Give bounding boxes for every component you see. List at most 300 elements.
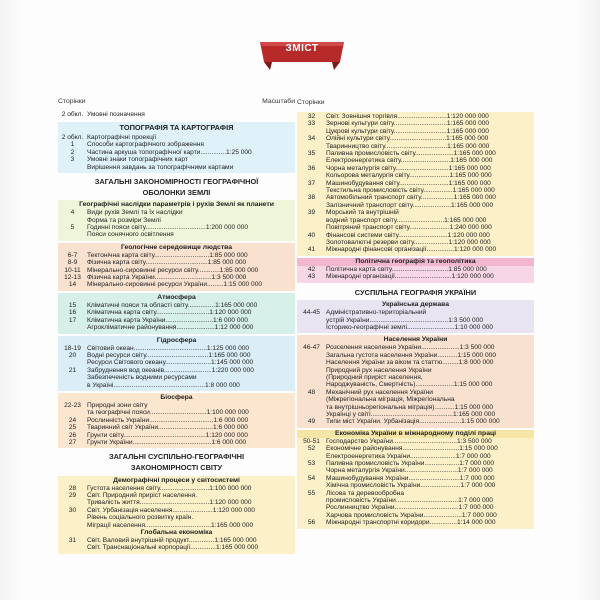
entry-list: [58, 252, 295, 289]
entry-title: Загальна густота населення України...........1:15 000 000: [326, 351, 497, 359]
page-number: 30: [68, 506, 77, 514]
contents-entry: [297, 128, 534, 135]
entry-title: Лісова та деревообробна: [326, 489, 405, 497]
entry-title: Машинобудування світу...........................1:165 000 000: [326, 179, 491, 187]
geology-section: [58, 243, 295, 291]
entry-title: Паливна промисловість України...................1:7 000 000: [326, 460, 495, 468]
page-number: 4: [70, 209, 75, 217]
entry-title: Золотовалютні резерви світу...................1:120 000 000: [326, 238, 491, 246]
contents-entry: [58, 507, 295, 514]
entry-title: Світовий океан........................................1:125 000 000: [87, 344, 250, 352]
contents-entry: [297, 359, 534, 366]
contents-entry: [297, 404, 534, 411]
entry-title: Забезпеченість водними ресурсами: [87, 374, 197, 382]
contents-entry: [58, 499, 295, 506]
contents-entry: [297, 180, 534, 187]
subsection-title: Демографічні процеси у світосистемі: [113, 476, 240, 484]
subsection-title: Економіка України в міжнародному поділі праці: [297, 430, 534, 438]
entry-title: Господарство України...................................1:3 500 000: [326, 437, 492, 445]
entry-title: та внутрішньорегіональна міграція)...........1:15 000 000: [326, 403, 494, 411]
page-number: 56: [307, 519, 316, 527]
contents-entry: [58, 231, 295, 238]
contents-badge: [256, 34, 348, 72]
contents-entry: [58, 345, 295, 352]
entry-title: Умовні знаки топографічних карт: [87, 156, 188, 164]
world-economy-section: [297, 112, 534, 256]
entry-title: Міжнародні фінансові організації...............1:120 000 000: [326, 246, 497, 254]
contents-entry: [297, 217, 534, 224]
page-number: [297, 453, 326, 460]
entry-title: Розселення населення України.....................1:3 500 000: [326, 344, 495, 352]
page-number: 33: [307, 120, 316, 128]
entry-list: [58, 537, 295, 552]
contents-entry: [297, 143, 534, 150]
page-number: 3: [70, 156, 75, 164]
contents-entry: [58, 281, 295, 288]
intro-section: [58, 110, 295, 120]
contents-entry: [58, 352, 295, 359]
entry-title: Політична карта світу...............................1:85 000 000: [326, 265, 487, 273]
entry-title: Механічний рух населення України: [326, 388, 433, 396]
entry-title: Рослинність України...................................1:6 000 000: [87, 416, 249, 424]
contents-entry: [58, 409, 295, 416]
page-number: 2 обкл.: [61, 111, 84, 118]
entry-title: Залізничний транспорт світу.....................1:165 000 000: [326, 201, 494, 209]
page-number: 50-51: [303, 437, 320, 445]
contents-entry: [58, 141, 295, 148]
left-column-header: [58, 98, 295, 108]
entry-title: Міграції населення....................................1:165 000 000: [87, 521, 254, 529]
entry-title: Населення України за віком та статтю.........1:8 000 000: [326, 359, 494, 367]
page-number: [297, 381, 326, 388]
page-number: 18-19: [64, 344, 81, 352]
contents-entry: [297, 460, 534, 467]
page-number: [58, 409, 87, 416]
entry-title: водний транспорт світу..........................1:165 000 000: [326, 216, 487, 224]
contents-entry: [58, 156, 295, 163]
contents-right-column: [297, 99, 534, 529]
contents-entry: [58, 309, 295, 316]
entry-title: Тваринництво світу..................................1:165 000 000: [326, 142, 490, 150]
entry-title: Економічне районування...............................1:15 000 000: [326, 445, 498, 453]
subsection-title: Глобальна економіка: [140, 529, 213, 536]
contents-entry: [297, 475, 534, 482]
page-number: 16: [68, 309, 77, 317]
contents-entry: [297, 352, 534, 359]
subsection-title: Географічні наслідки параметрів і рухів Землі як планети: [79, 201, 274, 209]
contents-entry: [58, 164, 295, 171]
page-number: 6-7: [67, 251, 78, 259]
contents-entry: [297, 317, 534, 324]
entry-title: Світ. Зовнішня торгівля...........................1:120 000 000: [326, 113, 489, 120]
entry-title: Тваринний світ України..............................1:6 000 000: [87, 424, 248, 432]
entry-list: [297, 438, 534, 527]
entry-title: Агрокліматичне районування.....................1:12 000 000: [87, 324, 254, 332]
contents-entry: [58, 544, 295, 551]
page-number: 46-47: [303, 344, 320, 352]
contents-entry: [297, 445, 534, 452]
entry-title: Мінерально-сировинні ресурси України.........1:15 000 000: [87, 281, 263, 289]
contents-entry: [58, 424, 295, 431]
page-number: [58, 374, 87, 381]
contents-entry: [297, 157, 534, 164]
section-title: ЗАКОНОМІРНОСТІ СВІТУ: [130, 462, 223, 472]
entry-title: Ґрунти України...........................................1:6 000 000: [87, 438, 247, 446]
entry-list: [58, 302, 295, 332]
contents-entry: [297, 381, 534, 388]
pages-header: Сторінки: [297, 99, 325, 106]
entry-title: Світ. Природний приріст населення.: [87, 491, 198, 499]
contents-entry: [58, 402, 295, 409]
contents-entry: [297, 172, 534, 179]
page-number: [297, 202, 326, 209]
page-number: [297, 324, 326, 331]
entry-title: Водні ресурси світу..................................1:165 000 000: [87, 351, 251, 359]
entry-title: Фізична карта світу..................................1:85 000 000: [87, 259, 247, 267]
page-number: [297, 504, 326, 511]
entry-title: Годинні пояси світу.................................1:200 000 000: [87, 224, 248, 232]
entry-title: Електроенергетика світу...........................1:165 000 000: [326, 157, 493, 165]
entry-list: [58, 402, 295, 446]
entry-title: Світ. Урбанізація населення......................1:120 000 000: [87, 506, 255, 514]
contents-entry: [297, 389, 534, 396]
entry-title: Кольорова металургія світу......................1:165 000 000: [326, 172, 492, 180]
page-number: 22-23: [64, 401, 81, 409]
contents-entry: [297, 266, 534, 273]
page-number: 44-45: [303, 309, 320, 317]
page-number: [297, 239, 326, 246]
page-number: 24: [68, 416, 77, 424]
contents-entry: [58, 382, 295, 389]
page-number: [297, 467, 326, 474]
contents-entry: [58, 267, 295, 274]
entry-title: Історико-географічні землі..........................1:10 000 000: [326, 323, 494, 331]
entry-title: Машинобудування України............................1:7 000 000: [326, 474, 495, 482]
contents-entry: [297, 309, 534, 316]
entry-title: Зернові культури світу.............................1:165 000 000: [326, 120, 490, 128]
entry-title: та географічні пояси...............................1:100 000 000: [87, 409, 249, 417]
contents-entry: [58, 259, 295, 266]
contents-entry: [297, 150, 534, 157]
contents-entry: [297, 418, 534, 425]
entry-title: Чорна металургія України.............................1:7 000 000: [326, 467, 493, 475]
ukraine-population-section: [297, 335, 534, 427]
entry-list: [297, 113, 534, 254]
contents-entry: [58, 367, 295, 374]
contents-entry: [297, 324, 534, 331]
contents-entry: [297, 246, 534, 253]
page-number: [297, 359, 326, 366]
contents-entry: [58, 374, 295, 381]
page-number: [297, 404, 326, 411]
page-number: 27: [68, 438, 77, 446]
subsection-title: Гідросфера: [156, 336, 197, 344]
contents-entry: [58, 317, 295, 324]
entry-title: Тектонічна карта світу..............................1:85 000 000: [87, 251, 248, 259]
ukraine-state-section: [297, 300, 534, 333]
entry-title: (Природний приріст населення,: [326, 373, 423, 381]
hydrosphere-section: [58, 336, 295, 391]
page-number: 32: [307, 113, 316, 120]
entry-title: Харчова промисловість України.....................1:7 000 000: [326, 511, 497, 519]
contents-entry: [297, 490, 534, 497]
entry-title: в Україні..................................................1:8 000 000: [87, 381, 240, 389]
contents-entry: [297, 239, 534, 246]
entry-title: Забруднення вод океанів..........................1:220 000 000: [87, 366, 254, 374]
page-number: 26: [68, 431, 77, 439]
contents-entry: [297, 411, 534, 418]
contents-entry: [58, 324, 295, 331]
subsection-title: Біосфера: [160, 393, 193, 401]
entry-title: Фізична карта України...............................1:3 500 000: [87, 274, 247, 282]
contents-entry: [58, 439, 295, 446]
ukraine-economy-section: [297, 430, 534, 529]
entry-title: Умовні позначення: [87, 111, 145, 118]
contents-entry: [58, 302, 295, 309]
contents-entry: [58, 252, 295, 259]
page-number: 28: [68, 484, 77, 492]
page-number: 21: [68, 366, 77, 374]
entry-title: Густота населення світу...........................1:100 000 000: [87, 484, 252, 492]
entry-list: [58, 345, 295, 389]
entry-title: устрій України...........................................1:3 500 000: [326, 316, 484, 324]
page-number: [58, 164, 87, 171]
entry-title: Кліматичні пояси та області світу...............1:165 000 000: [87, 301, 258, 309]
page-number: 17: [68, 316, 77, 324]
section-title: ЗАГАЛЬНІ ЗАКОНОМІРНОСТІ ГЕОГРАФІЧНОЇ: [94, 177, 259, 187]
entry-title: Фінансові системи світу...........................1:120 000 000: [326, 231, 490, 239]
contents-entry: [297, 224, 534, 231]
page-number: 15: [68, 301, 77, 309]
page-number: 20: [68, 351, 77, 359]
subsection-title: Населення України: [383, 336, 448, 344]
entry-title: Морський та внутрішній: [326, 209, 399, 217]
page-number: 40: [307, 231, 316, 239]
page-number: 38: [307, 194, 316, 202]
entry-list: [297, 266, 534, 281]
page-number: 39: [307, 209, 316, 217]
entry-title: Паливна промисловість світу.....................1:165 000 000: [326, 150, 496, 158]
contents-entry: [297, 113, 534, 120]
contents-entry: [58, 359, 295, 366]
entry-title: Світ. Валовий внутрішній продукт..............1:165 000 000: [87, 537, 257, 544]
page-number: 1: [70, 141, 75, 149]
contents-entry: [58, 492, 295, 499]
entry-title: Форма та розміри Землі: [87, 216, 161, 224]
contents-entry: [297, 519, 534, 526]
page-number: [297, 482, 326, 489]
page-number: [297, 217, 326, 224]
page-number: 55: [307, 489, 316, 497]
entry-title: Кліматична карта України..........................1:6 000 000: [87, 316, 248, 324]
page-number: [58, 522, 87, 529]
contents-entry: [297, 482, 534, 489]
entry-title: (Міжрегіональна міграція, Міжрегіональна: [326, 396, 455, 404]
contents-entry: [297, 396, 534, 403]
entry-list: [58, 134, 295, 171]
contents-entry: [297, 232, 534, 239]
page-number: [297, 224, 326, 231]
entry-title: Кліматична карта світу.............................1:120 000 000: [87, 309, 252, 317]
entry-title: Вирішення завдань за топографічними картами: [87, 163, 234, 171]
entry-title: Природний рух населення України: [326, 366, 432, 374]
page-number: [297, 317, 326, 324]
contents-entry: [297, 438, 534, 445]
page-number: [58, 359, 87, 366]
contents-entry: [297, 512, 534, 519]
page-number: [297, 352, 326, 359]
page-number: 54: [307, 474, 316, 482]
entry-title: Типи міст України. Урбанізація.......................1:15 000 000: [326, 418, 500, 426]
contents-entry: [58, 224, 295, 231]
section-title: ТОПОГРАФІЯ ТА КАРТОГРАФІЯ: [119, 123, 234, 133]
page-number: 36: [307, 164, 316, 172]
contents-entry: [58, 111, 295, 118]
page-number: [297, 187, 326, 194]
entry-title: Частина аркуша топографічної карти..............1:25 000: [87, 148, 252, 156]
entry-title: Міжнародні транспортні коридори...............1:14 000 000: [326, 519, 496, 527]
contents-entry: [58, 514, 295, 521]
subsection-title: Українська держава: [381, 301, 450, 309]
page-number: 53: [307, 460, 316, 468]
scales-header: Масштаби: [262, 98, 295, 105]
earth-motion-section: [58, 200, 295, 241]
contents-entry: [297, 273, 534, 280]
page-number: 2: [70, 148, 75, 156]
contents-entry: [58, 432, 295, 439]
contents-entry: [297, 467, 534, 474]
entry-title: Чорна металургія світу.............................1:165 000 000: [326, 164, 491, 172]
contents-left-column: [58, 98, 295, 554]
contents-entry: [297, 367, 534, 374]
biosphere-section: [58, 393, 295, 448]
entry-title: Автомобільний транспорт світу..................1:165 000 000: [326, 194, 496, 202]
contents-entry: [297, 504, 534, 511]
entry-title: Природні зони світу: [87, 401, 148, 409]
entry-title: Хімічна промисловість України......................1:7 000 000: [326, 482, 496, 490]
contents-entry: [297, 135, 534, 142]
subsection-title: Атмосфера: [157, 293, 196, 301]
page-number: 42: [307, 265, 316, 273]
page-number: [297, 396, 326, 403]
entry-title: Види рухів Землі та їх наслідки: [87, 209, 183, 217]
section-title: ОБОЛОНКИ ЗЕМЛІ: [142, 187, 211, 197]
entry-title: Рослинництво України...................................1:7 000 000: [326, 504, 494, 512]
page-number: 5: [70, 224, 75, 232]
page-number: 34: [307, 135, 316, 143]
page-number: [58, 499, 87, 506]
entry-title: Повітряний транспорт світу......................1:240 000 000: [326, 224, 492, 232]
entry-title: Адміністративно-територіальний: [326, 309, 427, 317]
contents-entry: [58, 522, 295, 529]
entry-title: Рівень соціального розвитку країн.: [87, 514, 194, 522]
page-number: 29: [68, 491, 77, 499]
contents-entry: [297, 374, 534, 381]
subsection-title: Геологічне середовище людства: [120, 243, 233, 251]
pages-header: Сторінки: [58, 98, 86, 105]
page-number: [297, 411, 326, 418]
entry-title: Мінерально-сировинні ресурси світу............1:85 000 000: [87, 266, 259, 274]
page-number: [297, 143, 326, 150]
contents-entry: [297, 202, 534, 209]
page-number: 49: [307, 418, 316, 426]
entry-title: Народжуваність, Смертність).....................1:15 000 000: [326, 381, 493, 389]
contents-entry: [297, 120, 534, 127]
page-number: [297, 367, 326, 374]
entry-title: Українці у світі.............................................1:165 000 000: [326, 411, 496, 418]
contents-title: ЗМІСТ: [285, 43, 319, 54]
page-number: [58, 217, 87, 224]
page-number: [58, 382, 87, 389]
page-number: [297, 512, 326, 519]
page-number: [297, 497, 326, 504]
contents-entry: [297, 344, 534, 351]
page-number: 41: [307, 246, 316, 254]
demography-section: [58, 476, 295, 554]
entry-title: Способи картографічного зображення: [87, 141, 204, 149]
politics-section: [297, 258, 534, 283]
page-number: [297, 374, 326, 381]
entry-title: Світ. Транснаціональні корпорації..............1:165 000 000: [87, 544, 259, 552]
contents-entry: [58, 274, 295, 281]
page-number: 48: [307, 388, 316, 396]
entry-title: промисловість України..................................1:7 000 000: [326, 497, 493, 505]
atmosphere-section: [58, 293, 295, 334]
page-number: 25: [68, 424, 77, 432]
page-number: 52: [307, 445, 316, 453]
subsection-title: Політична географія та геополітика: [297, 258, 534, 266]
contents-entry: [58, 217, 295, 224]
entry-title: Ґрунти світу.............................................1:120 000 000: [87, 431, 248, 439]
contents-entry: [58, 417, 295, 424]
page-number: [297, 172, 326, 179]
entry-list: [297, 344, 534, 425]
page-number: 14: [68, 281, 77, 289]
entry-title: Картографічні проекції: [87, 134, 157, 141]
entry-list: [58, 209, 295, 239]
page-number: 8-9: [67, 259, 78, 267]
contents-entry: [297, 209, 534, 216]
section-title: СУСПІЛЬНА ГЕОГРАФІЯ УКРАЇНИ: [354, 287, 477, 297]
entry-title: Електроенергетика України.........................1:7 000 000: [326, 452, 491, 460]
contents-entry: [58, 537, 295, 544]
entry-title: Олійні культури світу...............................1:165 000 000: [326, 135, 489, 143]
entry-title: Цукрові культури світу.............................1:165 000 000: [326, 127, 489, 135]
page-number: [58, 514, 87, 521]
topography-section: [58, 122, 295, 173]
page-number: [297, 157, 326, 164]
contents-entry: [297, 194, 534, 201]
page-number: 10-11: [64, 266, 81, 274]
page-number: [58, 324, 87, 331]
entry-title: Тривалість життя......................................1:120 000 000: [87, 499, 252, 507]
right-column-header: [297, 99, 534, 110]
page-number: [297, 128, 326, 135]
page-number: 37: [307, 179, 316, 187]
contents-entry: [58, 134, 295, 141]
page-number: 2 обкл.: [61, 134, 84, 141]
entry-list: [297, 309, 534, 331]
contents-entry: [58, 209, 295, 216]
contents-entry: [297, 165, 534, 172]
entry-title: Пояси сонячного освітлення: [87, 231, 174, 239]
page-number: 31: [68, 537, 77, 544]
page-number: 35: [307, 150, 316, 158]
contents-entry: [297, 497, 534, 504]
page-number: 43: [307, 273, 316, 281]
entry-list: [58, 485, 295, 529]
entry-title: Міжнародні організації...............................1:120 000 000: [326, 273, 494, 281]
